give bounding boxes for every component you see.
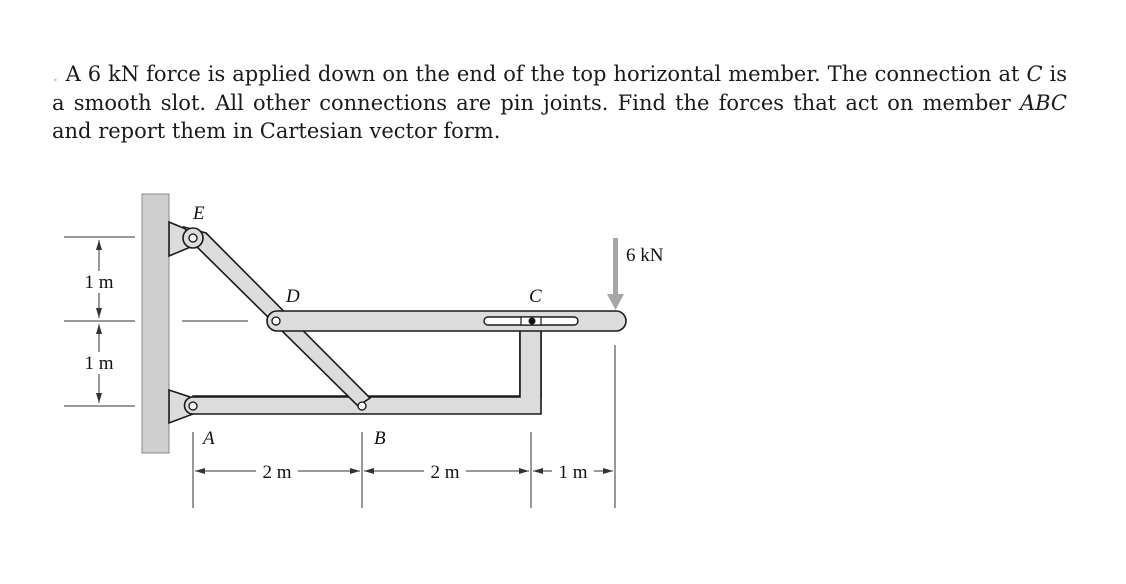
wall: [142, 194, 169, 453]
member-abc-ref: ABC: [1019, 90, 1067, 115]
vdim-arrow-2b: [96, 393, 102, 403]
hdim-arrow-1b: [350, 468, 360, 474]
force-label: 6 kN: [626, 245, 664, 266]
vdim-label-2: 1 m: [84, 353, 114, 374]
label-e: E: [193, 203, 205, 224]
problem-text-line3: report them in Cartesian vector form.: [98, 119, 501, 143]
pin-a: [189, 402, 197, 410]
problem-text-line2-end: and: [52, 119, 92, 143]
problem-text-line2: a smooth slot. All other connections are pin joints. Find the forces that act on member: [52, 90, 1011, 115]
force-arrow-head: [607, 294, 624, 310]
hdim-arrow-3b: [603, 468, 613, 474]
hdim-arrow-1a: [195, 468, 205, 474]
pin-b: [358, 402, 366, 410]
force-arrow-shaft: [613, 238, 618, 296]
vdim-label-1: 1 m: [84, 272, 114, 293]
label-c: C: [529, 286, 542, 307]
hdim-arrow-3a: [533, 468, 543, 474]
member-abc: [193, 322, 541, 397]
hdim-label-1: 2 m: [262, 462, 292, 483]
problem-text-line1: A 6 kN force is applied down on the end of the top horizontal member. The connection at: [65, 62, 1020, 86]
pin-d: [272, 317, 280, 325]
vdim-arrow-2a: [96, 324, 102, 334]
vdim-arrow-1b: [96, 308, 102, 318]
hdim-label-3: 1 m: [558, 462, 588, 483]
pin-e: [189, 234, 197, 242]
label-d: D: [286, 286, 300, 307]
hdim-arrow-2a: [364, 468, 374, 474]
label-a: A: [203, 428, 215, 449]
hdim-arrow-2b: [519, 468, 529, 474]
problem-number: .: [52, 62, 59, 86]
label-b: B: [374, 428, 386, 449]
vdim-arrow-1a: [96, 240, 102, 250]
problem-text-line1-end: is: [1049, 62, 1067, 86]
point-c-ref: C: [1026, 62, 1043, 86]
pin-c: [529, 318, 536, 325]
hdim-label-2: 2 m: [430, 462, 460, 483]
